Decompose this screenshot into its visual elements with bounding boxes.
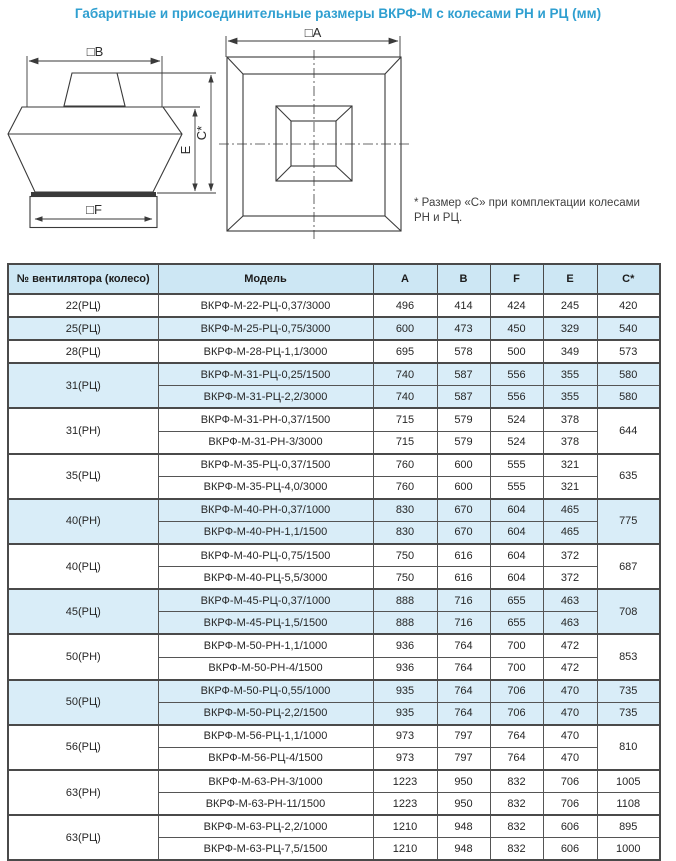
dim-a-cell: 740 — [373, 363, 437, 386]
dim-b-cell: 670 — [437, 499, 490, 522]
dim-b-cell: 600 — [437, 476, 490, 499]
dim-e-cell: 372 — [543, 544, 597, 567]
fan-number-cell: 63(РН) — [8, 770, 158, 815]
table-row — [8, 454, 660, 477]
dim-e-cell: 372 — [543, 567, 597, 590]
dim-a-cell: 973 — [373, 725, 437, 748]
dim-e-cell: 355 — [543, 363, 597, 386]
dim-b-cell: 473 — [437, 317, 490, 340]
fan-number-cell: 56(РЦ) — [8, 725, 158, 770]
dim-c-cell: 708 — [597, 589, 660, 634]
fan-number-cell: 40(РН) — [8, 499, 158, 544]
dim-c-cell: 580 — [597, 386, 660, 409]
dim-b-cell: 950 — [437, 770, 490, 793]
model-cell: ВКРФ-М-50-РЦ-0,55/1000 — [158, 680, 373, 703]
dim-b-cell: 579 — [437, 408, 490, 431]
dim-b-cell: 616 — [437, 567, 490, 590]
fan-number-cell: 31(РЦ) — [8, 363, 158, 408]
fan-number-cell: 50(РН) — [8, 634, 158, 679]
dim-a-cell: 973 — [373, 747, 437, 770]
dim-f-cell: 764 — [490, 747, 543, 770]
dim-c-cell: 635 — [597, 454, 660, 499]
dim-label-a: □A — [304, 25, 322, 40]
dim-a-cell: 750 — [373, 567, 437, 590]
dim-f-cell: 700 — [490, 657, 543, 680]
table-row — [8, 544, 660, 567]
dim-e-cell: 472 — [543, 657, 597, 680]
dim-a-cell: 1223 — [373, 793, 437, 816]
dim-e-cell: 606 — [543, 815, 597, 838]
table-row — [8, 363, 660, 386]
dim-e-cell: 463 — [543, 612, 597, 635]
fan-number-cell: 28(РЦ) — [8, 340, 158, 363]
dim-c-cell: 895 — [597, 815, 660, 838]
dim-a-cell: 750 — [373, 544, 437, 567]
model-cell: ВКРФ-М-50-РЦ-2,2/1500 — [158, 702, 373, 725]
dim-a-cell: 888 — [373, 589, 437, 612]
dim-f-cell: 424 — [490, 294, 543, 317]
fan-number-cell: 50(РЦ) — [8, 680, 158, 725]
fan-number-cell: 35(РЦ) — [8, 454, 158, 499]
dim-f-cell: 524 — [490, 408, 543, 431]
table-row — [8, 340, 660, 363]
model-cell: ВКРФ-М-63-РН-3/1000 — [158, 770, 373, 793]
column-header-fan: № вентилятора (колесо) — [8, 264, 158, 294]
dim-f-cell: 500 — [490, 340, 543, 363]
model-cell: ВКРФ-М-31-РН-3/3000 — [158, 431, 373, 454]
fan-number-cell: 22(РЦ) — [8, 294, 158, 317]
model-cell: ВКРФ-М-63-РЦ-7,5/1500 — [158, 838, 373, 861]
model-cell: ВКРФ-М-50-РН-1,1/1000 — [158, 634, 373, 657]
column-header-a: A — [373, 264, 437, 294]
dim-f-cell: 556 — [490, 363, 543, 386]
fan-motor-cap — [64, 73, 125, 106]
dim-b-cell: 764 — [437, 634, 490, 657]
dim-f-cell: 555 — [490, 454, 543, 477]
dim-c-cell: 1000 — [597, 838, 660, 861]
dim-e-cell: 606 — [543, 838, 597, 861]
dimension-table-body — [8, 294, 660, 860]
dim-e-cell: 378 — [543, 408, 597, 431]
dim-e-cell: 329 — [543, 317, 597, 340]
dim-b-cell: 600 — [437, 454, 490, 477]
dim-c-cell: 735 — [597, 680, 660, 703]
model-cell: ВКРФ-М-63-РН-11/1500 — [158, 793, 373, 816]
dim-f-cell: 832 — [490, 815, 543, 838]
footnote-line: РН и РЦ. — [414, 212, 463, 224]
model-cell: ВКРФ-М-50-РН-4/1500 — [158, 657, 373, 680]
dim-e-cell: 706 — [543, 770, 597, 793]
dim-e-cell: 470 — [543, 680, 597, 703]
model-cell: ВКРФ-М-45-РЦ-0,37/1000 — [158, 589, 373, 612]
dim-f-cell: 524 — [490, 431, 543, 454]
dim-a-cell: 936 — [373, 657, 437, 680]
dim-b-cell: 578 — [437, 340, 490, 363]
model-cell: ВКРФ-М-35-РЦ-4,0/3000 — [158, 476, 373, 499]
dim-f-cell: 555 — [490, 476, 543, 499]
dim-a-cell: 715 — [373, 408, 437, 431]
dim-e-cell: 463 — [543, 589, 597, 612]
dim-f-cell: 604 — [490, 521, 543, 544]
side-view-drawing — [8, 56, 216, 228]
centerlines — [219, 50, 409, 239]
model-cell: ВКРФ-М-56-РЦ-1,1/1000 — [158, 725, 373, 748]
table-row — [8, 317, 660, 340]
dim-b-cell: 579 — [437, 431, 490, 454]
dim-c-cell: 810 — [597, 725, 660, 770]
table-row — [8, 725, 660, 748]
dim-a-cell: 1210 — [373, 838, 437, 861]
dim-a-cell: 600 — [373, 317, 437, 340]
model-cell: ВКРФ-М-28-РЦ-1,1/3000 — [158, 340, 373, 363]
dim-c-cell: 540 — [597, 317, 660, 340]
dim-a-cell: 935 — [373, 680, 437, 703]
dim-a-cell: 695 — [373, 340, 437, 363]
dim-a-cell: 496 — [373, 294, 437, 317]
model-cell: ВКРФ-М-35-РЦ-0,37/1500 — [158, 454, 373, 477]
fan-number-cell: 40(РЦ) — [8, 544, 158, 589]
dim-e-cell: 470 — [543, 702, 597, 725]
dim-e-cell: 472 — [543, 634, 597, 657]
dim-e-cell: 245 — [543, 294, 597, 317]
dim-b-cell: 950 — [437, 793, 490, 816]
table-header-row — [8, 264, 660, 294]
dim-b-cell: 948 — [437, 815, 490, 838]
dim-f-cell: 556 — [490, 386, 543, 409]
dim-e-cell: 321 — [543, 476, 597, 499]
dim-a-cell: 740 — [373, 386, 437, 409]
table-row — [8, 408, 660, 431]
dim-f-cell: 450 — [490, 317, 543, 340]
dim-c-cell: 853 — [597, 634, 660, 679]
dim-c-cell: 1108 — [597, 793, 660, 816]
dim-c-cell: 580 — [597, 363, 660, 386]
model-cell: ВКРФ-М-31-РН-0,37/1500 — [158, 408, 373, 431]
dim-b-cell: 797 — [437, 725, 490, 748]
model-cell: ВКРФ-М-40-РЦ-0,75/1500 — [158, 544, 373, 567]
model-cell: ВКРФ-М-40-РЦ-5,5/3000 — [158, 567, 373, 590]
dim-c-cell: 573 — [597, 340, 660, 363]
dim-b-cell: 764 — [437, 657, 490, 680]
table-row — [8, 589, 660, 612]
dim-label-e: E — [178, 145, 193, 155]
dim-f-cell: 832 — [490, 838, 543, 861]
dim-a-cell: 830 — [373, 521, 437, 544]
page-title: Габаритные и присоединительные размеры ВКРФ-М с колесами РН и РЦ (мм) — [74, 6, 602, 21]
model-cell: ВКРФ-М-45-РЦ-1,5/1500 — [158, 612, 373, 635]
dim-a-cell: 715 — [373, 431, 437, 454]
dim-a-cell: 936 — [373, 634, 437, 657]
dim-e-cell: 321 — [543, 454, 597, 477]
dim-a-cell: 1210 — [373, 815, 437, 838]
dim-c-cell: 644 — [597, 408, 660, 453]
dim-label-f: □F — [86, 202, 102, 217]
dim-b-cell: 670 — [437, 521, 490, 544]
dim-a-cell: 935 — [373, 702, 437, 725]
dim-a-cell: 830 — [373, 499, 437, 522]
dim-c-cell: 775 — [597, 499, 660, 544]
dim-b-cell: 587 — [437, 363, 490, 386]
model-cell: ВКРФ-М-31-РЦ-0,25/1500 — [158, 363, 373, 386]
dim-a-cell: 888 — [373, 612, 437, 635]
model-cell: ВКРФ-М-63-РЦ-2,2/1000 — [158, 815, 373, 838]
fan-number-cell: 31(РН) — [8, 408, 158, 453]
dim-f-cell: 706 — [490, 680, 543, 703]
model-cell: ВКРФ-М-40-РН-0,37/1000 — [158, 499, 373, 522]
model-cell: ВКРФ-М-22-РЦ-0,37/3000 — [158, 294, 373, 317]
model-cell: ВКРФ-М-40-РН-1,1/1500 — [158, 521, 373, 544]
footnote — [414, 196, 672, 226]
fan-number-cell: 63(РЦ) — [8, 815, 158, 860]
dim-e-cell: 465 — [543, 521, 597, 544]
dim-f-cell: 832 — [490, 793, 543, 816]
dim-c-cell: 687 — [597, 544, 660, 589]
dim-f-cell: 655 — [490, 612, 543, 635]
column-header-b: B — [437, 264, 490, 294]
dim-label-c: C* — [194, 125, 209, 141]
model-cell: ВКРФ-М-25-РЦ-0,75/3000 — [158, 317, 373, 340]
dim-f-cell: 604 — [490, 567, 543, 590]
model-cell: ВКРФ-М-31-РЦ-2,2/3000 — [158, 386, 373, 409]
dim-b-cell: 716 — [437, 589, 490, 612]
dim-b-cell: 616 — [437, 544, 490, 567]
column-header-f: F — [490, 264, 543, 294]
dim-f-cell: 700 — [490, 634, 543, 657]
dim-f-cell: 832 — [490, 770, 543, 793]
dim-e-cell: 470 — [543, 747, 597, 770]
dim-b-cell: 587 — [437, 386, 490, 409]
dim-e-cell: 378 — [543, 431, 597, 454]
dim-b-cell: 764 — [437, 680, 490, 703]
dim-e-cell: 355 — [543, 386, 597, 409]
dim-e-cell: 470 — [543, 725, 597, 748]
table-row — [8, 680, 660, 703]
fan-body — [8, 107, 182, 192]
dim-e-cell: 349 — [543, 340, 597, 363]
table-row — [8, 294, 660, 317]
fan-base-plate — [31, 192, 156, 197]
table-row — [8, 634, 660, 657]
dim-a-cell: 1223 — [373, 770, 437, 793]
fan-number-cell: 45(РЦ) — [8, 589, 158, 634]
dim-b-cell: 797 — [437, 747, 490, 770]
table-row — [8, 499, 660, 522]
dim-label-b: □B — [86, 44, 104, 59]
dim-a-cell: 760 — [373, 454, 437, 477]
dim-f-cell: 604 — [490, 499, 543, 522]
dim-b-cell: 948 — [437, 838, 490, 861]
dim-a-cell: 760 — [373, 476, 437, 499]
table-row — [8, 770, 660, 793]
dim-b-cell: 414 — [437, 294, 490, 317]
dim-e-cell: 465 — [543, 499, 597, 522]
fan-number-cell: 25(РЦ) — [8, 317, 158, 340]
top-view-drawing — [219, 36, 409, 239]
footnote-line: * Размер «С» при комплектации колесами — [414, 197, 640, 209]
dim-f-cell: 706 — [490, 702, 543, 725]
dim-b-cell: 716 — [437, 612, 490, 635]
dim-e-cell: 706 — [543, 793, 597, 816]
table-row — [8, 815, 660, 838]
dimension-table — [7, 263, 661, 861]
dim-c-cell: 735 — [597, 702, 660, 725]
dim-c-cell: 420 — [597, 294, 660, 317]
column-header-e: E — [543, 264, 597, 294]
dim-f-cell: 655 — [490, 589, 543, 612]
dim-c-cell: 1005 — [597, 770, 660, 793]
column-header-model: Модель — [158, 264, 373, 294]
dim-b-cell: 764 — [437, 702, 490, 725]
model-cell: ВКРФ-М-56-РЦ-4/1500 — [158, 747, 373, 770]
dim-f-cell: 604 — [490, 544, 543, 567]
column-header-c: C* — [597, 264, 660, 294]
dim-f-cell: 764 — [490, 725, 543, 748]
